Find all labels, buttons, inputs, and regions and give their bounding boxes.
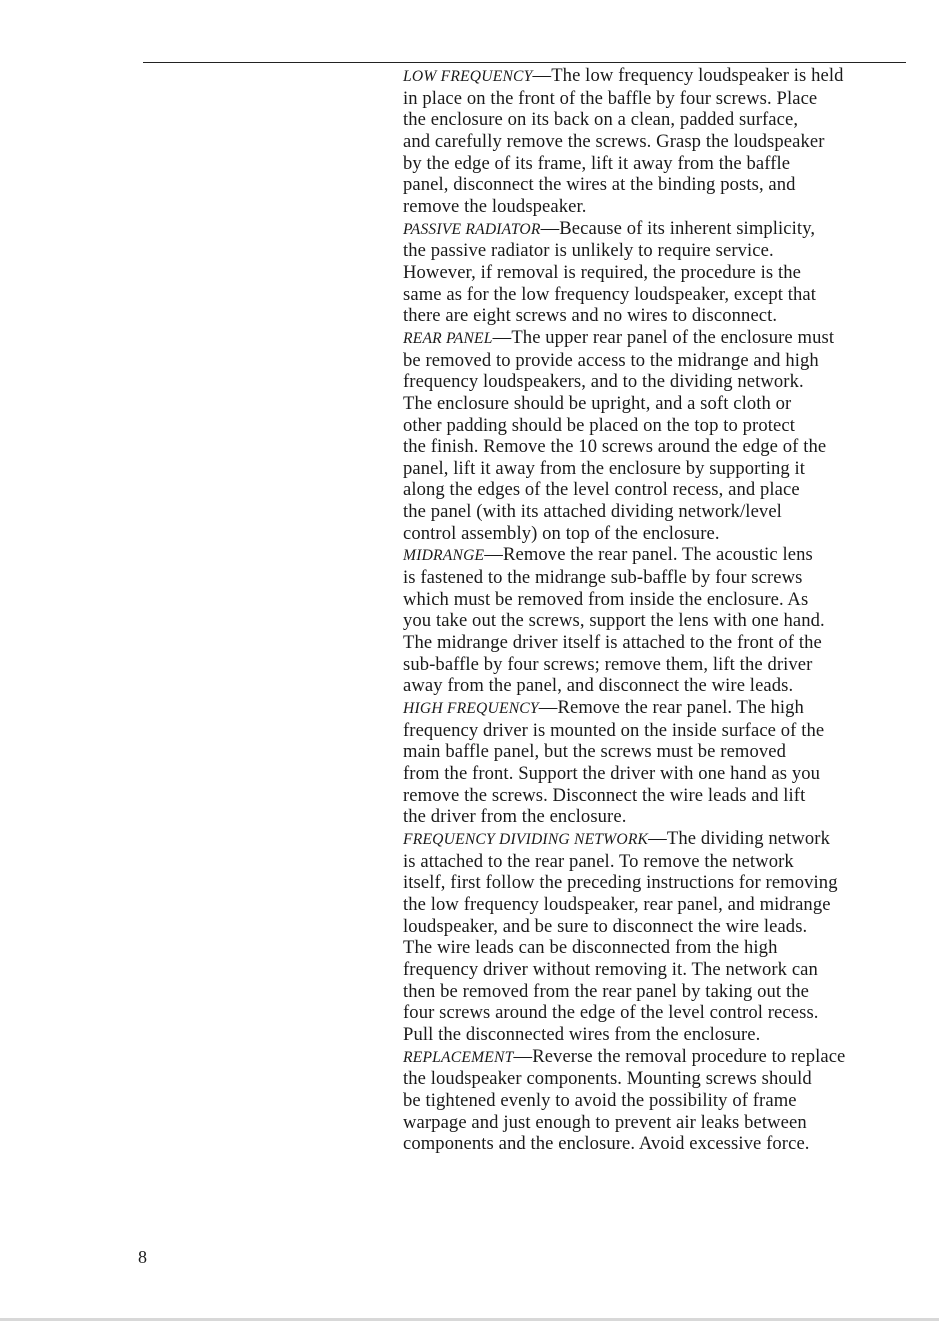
section-first-line xyxy=(403,1046,903,1069)
section-midrange xyxy=(403,544,903,697)
section-first-line xyxy=(403,544,903,567)
top-rule xyxy=(143,62,906,63)
text-line: sub-baffle by four screws; remove them, lift the driver xyxy=(403,653,813,675)
text-line: control assembly) on top of the enclosure. xyxy=(403,522,720,544)
text-line: The enclosure should be upright, and a soft cloth or xyxy=(403,392,792,414)
section-low-frequency xyxy=(403,65,903,218)
section-rear-panel xyxy=(403,327,903,545)
text-line: The midrange driver itself is attached to the front of the xyxy=(403,632,822,654)
text-line: same as for the low frequency loudspeaker, except that xyxy=(403,283,817,305)
text-line: loudspeaker, and be sure to disconnect the wire leads. xyxy=(403,915,808,937)
text-line: panel, disconnect the wires at the binding posts, and xyxy=(403,174,796,196)
section-first-line xyxy=(403,828,903,851)
section-heading: HIGH FREQUENCY xyxy=(403,700,539,718)
section-heading: LOW FREQUENCY xyxy=(403,68,533,85)
text-line: Pull the disconnected wires from the enclosure. xyxy=(403,1023,761,1045)
text-line: then be removed from the rear panel by taking out the xyxy=(403,980,809,1002)
text-line: four screws around the edge of the level control recess. xyxy=(403,1002,819,1024)
text-line: and carefully remove the screws. Grasp the loudspeaker xyxy=(403,130,825,152)
text-line: be removed to provide access to the midrange and high xyxy=(403,349,819,371)
text-line: is fastened to the midrange sub-baffle by four screws xyxy=(403,567,803,589)
section-heading: REAR PANEL xyxy=(403,329,493,347)
page-number: 8 xyxy=(138,1247,147,1267)
text-line: the driver from the enclosure. xyxy=(403,806,627,828)
text-line: —The low frequency loudspeaker is held xyxy=(532,65,844,86)
text-line: The wire leads can be disconnected from the high xyxy=(403,937,778,959)
section-heading: REPLACEMENT xyxy=(403,1048,514,1066)
text-line: the panel (with its attached dividing network/level xyxy=(403,501,782,523)
text-line: there are eight screws and no wires to disconnect. xyxy=(403,305,778,327)
section-passive-radiator xyxy=(403,218,903,327)
text-line: in place on the front of the baffle by four screws. Place xyxy=(403,87,818,109)
section-first-line xyxy=(403,697,903,720)
section-first-line xyxy=(403,65,903,88)
text-line: the passive radiator is unlikely to require service. xyxy=(403,240,774,262)
text-line: remove the screws. Disconnect the wire leads and lift xyxy=(403,784,806,806)
text-line: by the edge of its frame, lift it away from the baffle xyxy=(403,152,791,174)
text-line: the loudspeaker components. Mounting screws should xyxy=(403,1068,812,1090)
text-line: main baffle panel, but the screws must be removed xyxy=(403,741,787,763)
text-line: itself, first follow the preceding instructions for removing xyxy=(403,872,838,894)
text-line: the finish. Remove the 10 screws around the edge of the xyxy=(403,436,827,458)
section-replacement xyxy=(403,1046,903,1155)
text-line: However, if removal is required, the procedure is the xyxy=(403,261,801,283)
text-line: the low frequency loudspeaker, rear panel, and midrange xyxy=(403,893,831,915)
text-line: —Remove the rear panel. The acoustic lens xyxy=(484,544,813,566)
text-line: components and the enclosure. Avoid excessive force. xyxy=(403,1133,810,1155)
text-line: along the edges of the level control recess, and place xyxy=(403,479,800,501)
text-line: from the front. Support the driver with one hand as you xyxy=(403,763,821,784)
service-instructions-column xyxy=(403,65,903,1155)
text-line: remove the loudspeaker. xyxy=(403,195,587,217)
text-line: the enclosure on its back on a clean, padded surface, xyxy=(403,109,799,131)
section-first-line xyxy=(403,327,903,350)
section-first-line xyxy=(403,218,903,241)
text-line: away from the panel, and disconnect the wire leads. xyxy=(403,675,794,697)
text-line: —Remove the rear panel. The high xyxy=(538,697,804,719)
section-heading: FREQUENCY DIVIDING NETWORK xyxy=(403,830,649,848)
text-line: —Because of its inherent simplicity, xyxy=(540,217,816,239)
text-line: frequency driver without removing it. The network can xyxy=(403,958,818,980)
text-line: —Reverse the removal procedure to replace xyxy=(513,1045,846,1067)
text-line: panel, lift it away from the enclosure by supporting it xyxy=(403,457,806,479)
text-line: other padding should be placed on the top to protect xyxy=(403,414,795,436)
section-heading: PASSIVE RADIATOR xyxy=(403,220,541,238)
text-line: you take out the screws, support the lens with one hand. xyxy=(403,610,825,632)
text-line: frequency driver is mounted on the inside surface of the xyxy=(403,719,825,741)
section-high-frequency xyxy=(403,697,903,828)
text-line: which must be removed from inside the enclosure. As xyxy=(403,588,809,610)
text-line: warpage and just enough to prevent air leaks between xyxy=(403,1111,807,1133)
section-heading: MIDRANGE xyxy=(403,547,485,565)
section-frequency-dividing-network xyxy=(403,828,903,1046)
text-line: frequency loudspeakers, and to the dividing network. xyxy=(403,371,804,393)
text-line: be tightened evenly to avoid the possibility of frame xyxy=(403,1089,797,1111)
text-line: is attached to the rear panel. To remove the network xyxy=(403,850,794,872)
text-line: —The dividing network xyxy=(648,827,830,849)
text-line: —The upper rear panel of the enclosure must xyxy=(492,326,835,348)
